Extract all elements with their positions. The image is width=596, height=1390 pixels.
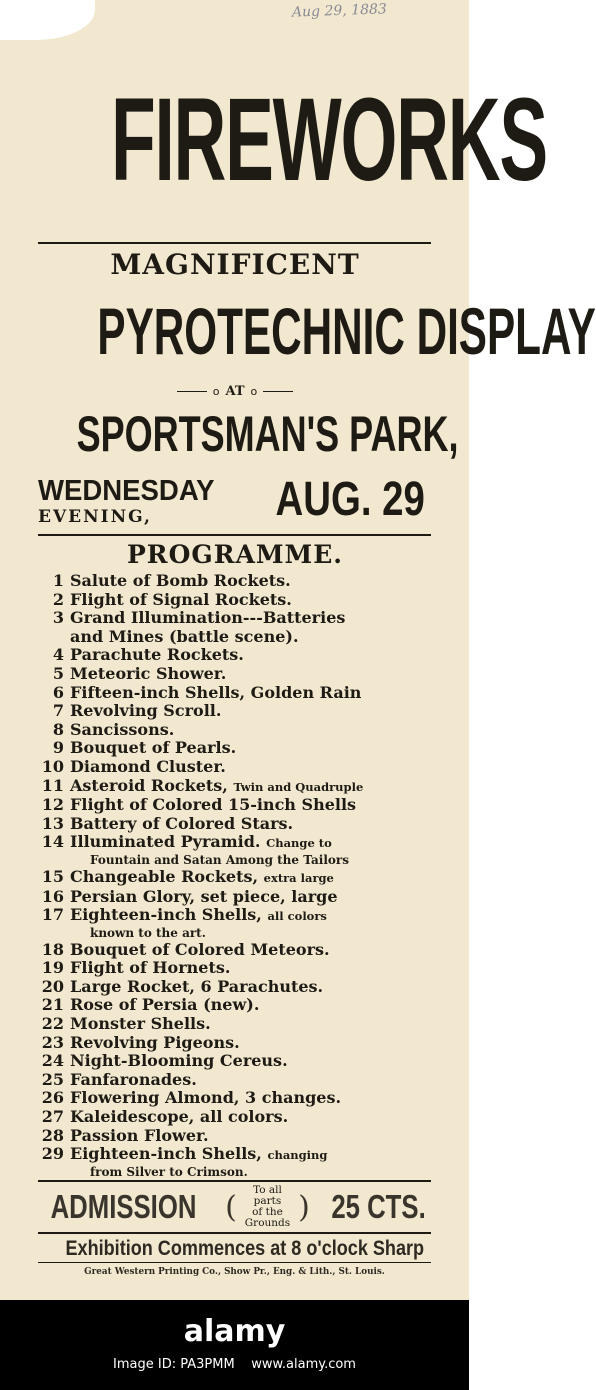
programme-item-title: Sancissons. <box>70 719 175 739</box>
time-of-day-label: EVENING, <box>38 507 152 527</box>
programme-item <box>30 721 440 740</box>
programme-item-number: 11 <box>41 775 64 795</box>
programme-item-number: 18 <box>41 939 64 959</box>
programme-item-number: 6 <box>52 682 64 702</box>
programme-item-text <box>70 1034 240 1053</box>
programme-item-text <box>70 906 327 926</box>
admission-note-line: of the <box>252 1206 283 1218</box>
programme-item-title: Grand Illumination---Batteries <box>70 608 346 628</box>
torn-corner <box>0 0 95 40</box>
programme-item-title: Night-Blooming Cereus. <box>70 1051 288 1071</box>
programme-item-number: 13 <box>41 813 64 833</box>
programme-item <box>30 591 440 610</box>
programme-item-title: Passion Flower. <box>70 1125 209 1145</box>
programme-item-note: extra large <box>263 870 334 885</box>
programme-item-number: 2 <box>52 589 64 609</box>
programme-item-number: 8 <box>52 719 64 739</box>
programme-title: PROGRAMME. <box>127 540 343 569</box>
programme-item-title: Asteroid Rockets, <box>70 775 228 795</box>
programme-item-number: 21 <box>41 995 64 1015</box>
programme-item-number: 10 <box>41 756 64 776</box>
paren-close: ) <box>298 1189 310 1225</box>
divider-rule <box>38 242 431 244</box>
programme-item-text <box>70 941 330 960</box>
programme-item <box>30 1145 440 1165</box>
programme-item-number: 12 <box>41 795 64 815</box>
programme-item-number: 26 <box>41 1088 64 1108</box>
programme-item <box>30 996 440 1015</box>
programme-item-note: changing <box>267 1148 328 1163</box>
programme-item-text <box>70 572 291 591</box>
programme-item-title: Persian Glory, set piece, large <box>70 886 338 906</box>
programme-item <box>30 758 440 777</box>
programme-item <box>30 572 440 591</box>
programme-item <box>30 1127 440 1146</box>
programme-item-title: Eighteen-inch Shells, <box>70 905 262 925</box>
ornament-left: o <box>212 384 220 398</box>
programme-item-text <box>70 1052 288 1071</box>
programme-item-continuation: from Silver to Crimson. <box>90 1164 248 1179</box>
programme-item <box>30 646 440 665</box>
programme-item-number: 16 <box>41 886 64 906</box>
programme-item-text <box>70 684 361 703</box>
programme-item-text <box>70 777 363 797</box>
programme-item-continuation: Fountain and Satan Among the Tailors <box>90 852 349 867</box>
admission-price: 25 CTS. <box>331 1188 426 1225</box>
programme-item-text <box>70 1071 197 1090</box>
programme-item-title: Revolving Scroll. <box>70 701 222 721</box>
programme-item <box>30 833 440 853</box>
headline: FIREWORKS <box>111 74 547 206</box>
programme-item-number: 17 <box>41 905 64 925</box>
programme-item <box>30 906 440 926</box>
programme-item-title: Large Rocket, 6 Parachutes. <box>70 976 324 996</box>
programme-item-title: Monster Shells. <box>70 1014 211 1034</box>
programme-item <box>30 1015 440 1034</box>
ornament-line-right <box>263 391 293 392</box>
alamy-logo: alamy <box>183 1314 286 1349</box>
programme-item-text <box>70 996 259 1015</box>
day-label: WEDNESDAY <box>38 475 215 507</box>
programme-item-text <box>70 888 338 907</box>
programme-item-text <box>70 665 226 684</box>
programme-item-text <box>70 1145 327 1165</box>
programme-item-number: 4 <box>52 645 64 665</box>
programme-item <box>30 1052 440 1071</box>
programme-item-title: Flight of Signal Rockets. <box>70 589 292 609</box>
programme-item-note: Twin and Quadruple <box>233 779 364 794</box>
divider-rule <box>38 534 431 536</box>
programme-item-continuation: and Mines (battle scene). <box>70 626 299 646</box>
programme-item <box>30 796 440 815</box>
handwritten-date: Aug 29, 1883 <box>291 1 388 21</box>
programme-item-note: all colors <box>267 909 327 924</box>
programme-item-title: Bouquet of Colored Meteors. <box>70 939 330 959</box>
at-word: AT <box>225 383 245 399</box>
programme-item <box>30 959 440 978</box>
programme-item-title: Flowering Almond, 3 changes. <box>70 1088 342 1108</box>
programme-item-number: 29 <box>41 1144 64 1164</box>
programme-item-title: Flight of Colored 15-inch Shells <box>70 795 357 815</box>
programme-item <box>30 888 440 907</box>
programme-item-number: 9 <box>52 738 64 758</box>
programme-item <box>30 978 440 997</box>
subhead-magnificent: MAGNIFICENT <box>110 248 360 281</box>
printer-credit: Great Western Printing Co., Show Pr., Eng. & Lith., St. Louis. <box>84 1267 385 1277</box>
subhead-pyrotechnic: PYROTECHNIC DISPLAY <box>97 294 596 368</box>
programme-item-text <box>70 815 293 834</box>
at-row <box>40 380 430 402</box>
programme-item <box>30 868 440 888</box>
programme-item-text <box>70 721 174 740</box>
programme-list <box>30 572 440 1182</box>
exhibition-time: Exhibition Commences at 8 o'clock Sharp <box>65 1237 425 1260</box>
programme-item-number: 23 <box>41 1032 64 1052</box>
programme-item <box>30 665 440 684</box>
programme-item <box>30 815 440 834</box>
programme-item-title: Illuminated Pyramid. <box>70 832 261 852</box>
programme-item-note: Change to <box>266 836 332 851</box>
image-id-and-url: Image ID: PA3PMM www.alamy.com <box>113 1357 356 1372</box>
programme-item <box>30 1089 440 1108</box>
programme-item-title: Battery of Colored Stars. <box>70 813 294 833</box>
programme-item-title: Bouquet of Pearls. <box>70 738 237 758</box>
admission-box <box>38 1180 431 1234</box>
programme-item-number: 25 <box>41 1069 64 1089</box>
programme-item-text <box>70 702 221 721</box>
programme-item-text <box>70 1108 288 1127</box>
programme-item-text <box>70 739 236 758</box>
admission-note-line: Grounds <box>244 1217 291 1229</box>
programme-item-title: Rose of Persia (new). <box>70 995 260 1015</box>
divider-rule-thin <box>38 1262 431 1263</box>
programme-item <box>30 777 440 797</box>
programme-item-title: Kaleidescope, all colors. <box>70 1107 289 1127</box>
programme-item-number: 24 <box>41 1051 64 1071</box>
programme-item-text <box>70 758 226 777</box>
programme-item-text <box>70 646 244 665</box>
programme-item-number: 20 <box>41 976 64 996</box>
programme-item-continuation: known to the art. <box>90 925 206 940</box>
programme-item-text <box>70 833 332 853</box>
programme-item-title: Eighteen-inch Shells, <box>70 1144 262 1164</box>
programme-item <box>30 1034 440 1053</box>
ornament-line-left <box>177 391 207 392</box>
programme-item-title: Fanfaronades. <box>70 1069 197 1089</box>
programme-item-title: Salute of Bomb Rockets. <box>70 571 291 590</box>
programme-item-text <box>70 609 345 628</box>
programme-item-title: Diamond Cluster. <box>70 756 226 776</box>
programme-item-text <box>70 978 323 997</box>
event-date: AUG. 29 <box>275 473 425 526</box>
admission-note <box>245 1185 290 1229</box>
programme-item-number: 14 <box>41 832 64 852</box>
programme-item-number: 19 <box>41 958 64 978</box>
programme-item-title: Parachute Rockets. <box>70 645 244 665</box>
admission-note-line: To all parts <box>253 1184 282 1207</box>
programme-item-title: Changeable Rockets, <box>70 866 259 886</box>
programme-item <box>30 1108 440 1127</box>
programme-item-number: 1 <box>52 571 64 590</box>
ornament-right: o <box>250 384 258 398</box>
programme-item-text <box>70 591 292 610</box>
programme-item-number: 3 <box>52 608 64 628</box>
programme-item-number: 5 <box>52 663 64 683</box>
programme-item-number: 7 <box>52 701 64 721</box>
programme-item <box>30 941 440 960</box>
programme-item-number: 15 <box>41 866 64 886</box>
programme-item-text <box>70 959 230 978</box>
programme-item-number: 22 <box>41 1014 64 1034</box>
programme-item-text <box>70 1089 341 1108</box>
programme-item-text <box>70 1127 209 1146</box>
programme-item-number: 28 <box>41 1125 64 1145</box>
programme-item-title: Revolving Pigeons. <box>70 1032 240 1052</box>
programme-item <box>30 702 440 721</box>
programme-item <box>30 684 440 703</box>
programme-item-title: Flight of Hornets. <box>70 958 231 978</box>
programme-item-title: Meteoric Shower. <box>70 663 227 683</box>
venue: SPORTSMAN'S PARK, <box>76 406 459 462</box>
programme-item <box>30 1071 440 1090</box>
admission-label: ADMISSION <box>50 1188 197 1225</box>
programme-item-text <box>70 1015 211 1034</box>
programme-item <box>30 739 440 758</box>
programme-item-number: 27 <box>41 1107 64 1127</box>
programme-item-title: Fifteen-inch Shells, Golden Rain <box>70 682 362 702</box>
paren-open: ( <box>225 1189 237 1225</box>
programme-item-text <box>70 868 334 888</box>
programme-item <box>30 609 440 628</box>
programme-item-text <box>70 796 356 815</box>
